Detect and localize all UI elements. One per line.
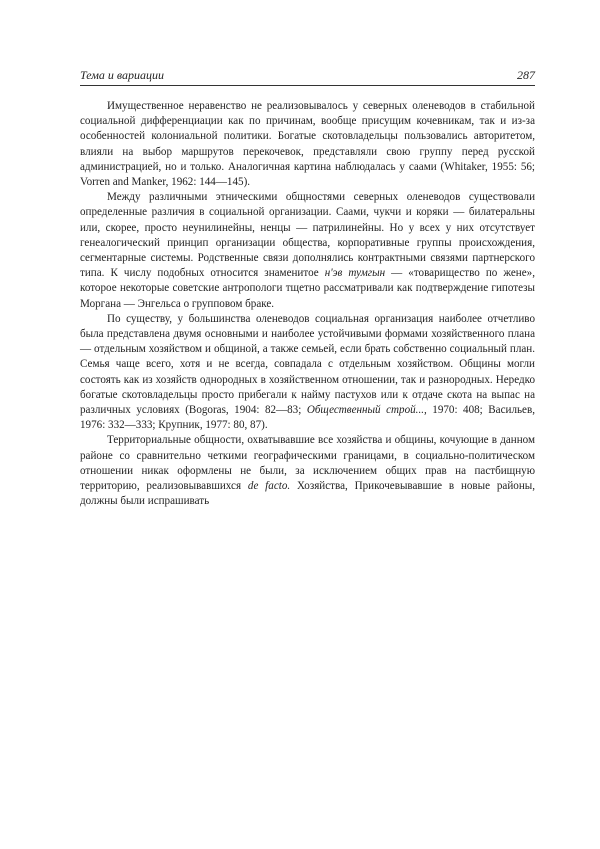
text-run: Имущественное неравенство не реализовывалось у северных оленеводов в стабильной социальной дифференциации как по причинам, вообще присущим кочевникам, так и из-за особенностей колониальной политики. Богатые скотовладельцы пользовались авторитетом, влияли на выбор маршрутов перекочевок, представляли свою группу перед русской администрацией, но и только. Аналогичная картина наблюдалась у саами (Whitaker, 1955: 56; Vorren and Manker, 1962: 144—145). xyxy=(80,100,535,189)
text-run: — «товарищество по жене», которое некоторые советские антропологи тщетно рассматривали как подтверждение гипотезы Моргана — Энгельса о групповом браке. xyxy=(80,267,535,310)
paragraph xyxy=(80,99,535,190)
paragraph xyxy=(80,190,535,312)
italic-run: de facto. xyxy=(247,480,291,493)
section-title: Тема и вариации xyxy=(80,68,165,82)
running-header xyxy=(80,68,535,86)
page-number: 287 xyxy=(517,68,535,82)
text-run: 1970: 408; Васильев, 1976: 332—333; Крупник, 1977: 80, 87). xyxy=(80,404,535,432)
text-run: Между различными этническими общностями северных оленеводов существовали определенные различия в социальной организации. Саами, чукчи и коряки — билатеральны или, скорее, просто неунилинейны, ненцы — патрилинейны. Но у всех у них отсутствует генеалогический принцип организации общества, корпоративные группы происхождения, сегментарные системы. Родственные связи дополнялись контрактными связями партнерского типа. К числу подобных относится знаменитое xyxy=(80,191,535,280)
text-run: По существу, у большинства оленеводов социальная организация наиболее отчетливо была представлена двумя основными и наиболее устойчивыми формами хозяйственного плана — отдельным хозяйством и общиной, а также семьей, если брать собственно социальный план. Семья чаще всего, хотя и не всегда, совпадала с отдельным хозяйством. Общины могли состоять как из хозяйств однородных в хозяйственном отношении, так и разнородных. Нередко богатые скотовладельцы просто прибегали к найму пастухов или к отдаче скота на выпас на различных условиях (Bogoras, 1904: 82—83; xyxy=(80,312,535,417)
book-page xyxy=(80,68,535,509)
italic-run: Общественный строй..., xyxy=(306,404,427,417)
italic-run: н'эв тумгын xyxy=(324,267,386,280)
body-text xyxy=(80,99,535,509)
paragraph xyxy=(80,312,535,434)
text-run: Хозяйства, Прикочевывавшие в новые районы, должны были испрашивать xyxy=(80,480,535,508)
text-run: Территориальные общности, охватывавшие все хозяйства и общины, кочующие в данном районе со сравнительно четкими географическими границами, в социально-политическом отношении никак оформлены не были, за исключением общих прав на пастбищную территорию, реализовывавшихся xyxy=(80,434,535,493)
paragraph xyxy=(80,433,535,509)
